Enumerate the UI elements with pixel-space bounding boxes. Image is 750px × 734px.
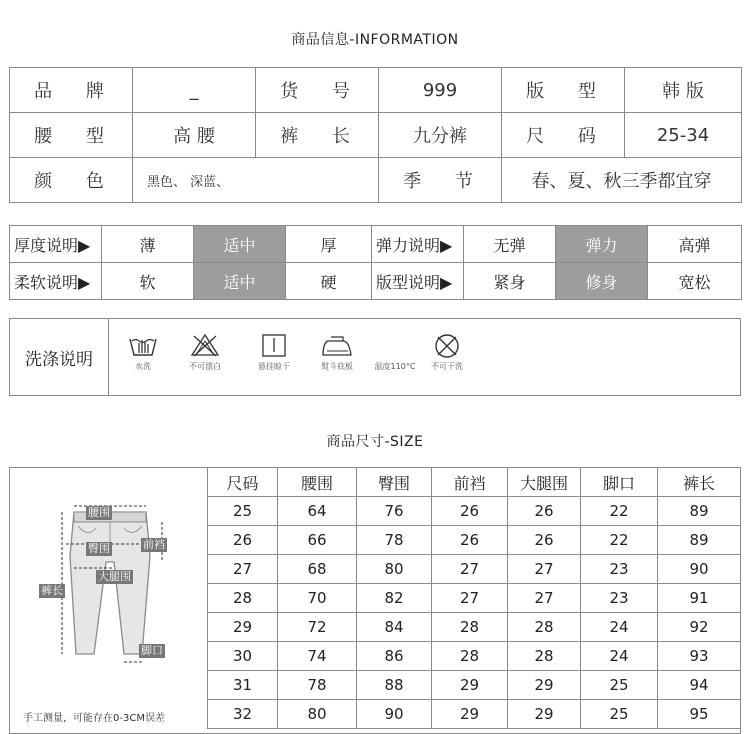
size-header-cell: 大腿围	[508, 468, 581, 497]
wash-item	[416, 333, 478, 372]
size-cell: 29	[432, 671, 508, 700]
waist-value: 高 腰	[133, 113, 256, 158]
size-row	[208, 497, 741, 526]
wash-caption: 温度110°C	[374, 362, 416, 371]
elasticity-option: 弹力	[556, 226, 648, 263]
wash-section	[9, 318, 741, 396]
wash-item	[306, 333, 368, 372]
size-cell: 24	[581, 642, 658, 671]
size-header-cell: 尺码	[208, 468, 278, 497]
softness-label: 柔软说明▶	[10, 263, 102, 300]
attribute-table	[9, 225, 742, 300]
wash-caption: 不可漂白	[189, 362, 221, 371]
size-cell: 26	[432, 526, 508, 555]
size-title: 商品尺寸-SIZE	[326, 434, 424, 450]
size-cell: 29	[432, 700, 508, 729]
size-cell: 23	[581, 555, 658, 584]
size-cell: 89	[658, 497, 741, 526]
size-cell: 31	[208, 671, 278, 700]
fit-type-label: 版型说明▶	[372, 263, 464, 300]
info-title: 商品信息-INFORMATION	[291, 32, 459, 48]
wash-caption: 不可干洗	[431, 362, 463, 371]
no-bleach-icon	[190, 333, 220, 357]
size-cell: 74	[278, 642, 357, 671]
diagram-label-rise: 前裆	[143, 538, 165, 551]
season-value: 春、夏、秋三季都宜穿	[502, 158, 742, 203]
diagram-label-hip: 臀围	[88, 542, 110, 555]
size-cell: 82	[357, 584, 432, 613]
fit-label: 版 型	[502, 68, 625, 113]
size-cell: 90	[357, 700, 432, 729]
size-cell: 92	[658, 613, 741, 642]
size-cell: 27	[432, 584, 508, 613]
color-value: 黑色、 深蓝、	[133, 158, 379, 203]
size-cell: 70	[278, 584, 357, 613]
length-value: 九分裤	[379, 113, 502, 158]
fit-type-option: 宽松	[648, 263, 742, 300]
thickness-label: 厚度说明▶	[10, 226, 102, 263]
size-cell: 28	[208, 584, 278, 613]
size-cell: 94	[658, 671, 741, 700]
wash-item	[112, 333, 174, 372]
size-cell: 95	[658, 700, 741, 729]
hang-dry-icon	[259, 333, 289, 357]
size-value: 25-34	[625, 113, 742, 158]
thickness-option: 适中	[194, 226, 286, 263]
size-cell: 78	[278, 671, 357, 700]
diagram-label-thigh: 大腿围	[98, 570, 131, 583]
size-row	[208, 613, 741, 642]
size-cell: 22	[581, 526, 658, 555]
fit-value: 韩 版	[625, 68, 742, 113]
size-cell: 27	[432, 555, 508, 584]
softness-option: 适中	[194, 263, 286, 300]
size-cell: 22	[581, 497, 658, 526]
size-row	[208, 642, 741, 671]
wash-item	[174, 333, 236, 372]
info-table	[9, 67, 742, 203]
size-cell: 29	[508, 671, 581, 700]
elasticity-label: 弹力说明▶	[372, 226, 464, 263]
size-cell: 27	[208, 555, 278, 584]
size-cell: 30	[208, 642, 278, 671]
item-no-label: 货 号	[256, 68, 379, 113]
measure-note: 手工测量，可能存在0-3CM误差	[23, 713, 165, 724]
size-cell: 88	[357, 671, 432, 700]
iron-temp-icon	[380, 333, 410, 357]
size-header-cell: 脚口	[581, 468, 658, 497]
size-cell: 72	[278, 613, 357, 642]
diagram-label-waist: 腰围	[88, 506, 110, 519]
size-cell: 24	[581, 613, 658, 642]
size-cell: 84	[357, 613, 432, 642]
size-cell: 28	[508, 613, 581, 642]
size-cell: 26	[508, 526, 581, 555]
wash-item	[243, 333, 305, 372]
size-cell: 25	[208, 497, 278, 526]
season-label: 季 节	[379, 158, 502, 203]
waist-label: 腰 型	[10, 113, 133, 158]
size-cell: 64	[278, 497, 357, 526]
wash-caption: 水洗	[135, 362, 151, 371]
wash-caption: 悬挂晾干	[258, 362, 290, 371]
item-no-value: 999	[379, 68, 502, 113]
thickness-option: 薄	[102, 226, 194, 263]
size-cell: 25	[581, 671, 658, 700]
size-cell: 78	[357, 526, 432, 555]
size-row	[208, 584, 741, 613]
iron-icon	[321, 333, 353, 357]
length-label: 裤 长	[256, 113, 379, 158]
size-cell: 76	[357, 497, 432, 526]
size-cell: 80	[357, 555, 432, 584]
brand-label: 品 牌	[10, 68, 133, 113]
size-table	[207, 467, 741, 729]
size-cell: 27	[508, 584, 581, 613]
no-dry-clean-icon	[432, 333, 462, 359]
fit-type-option: 紧身	[464, 263, 556, 300]
size-cell: 26	[432, 497, 508, 526]
diagram-label-length: 裤长	[41, 584, 63, 597]
size-header-cell: 裤长	[658, 468, 741, 497]
softness-option: 硬	[286, 263, 372, 300]
size-cell: 93	[658, 642, 741, 671]
size-cell: 28	[432, 642, 508, 671]
size-cell: 32	[208, 700, 278, 729]
size-cell: 27	[508, 555, 581, 584]
size-header-cell: 臀围	[357, 468, 432, 497]
size-cell: 89	[658, 526, 741, 555]
size-cell: 66	[278, 526, 357, 555]
size-row	[208, 671, 741, 700]
wash-label: 洗涤说明	[10, 319, 109, 395]
size-row	[208, 526, 741, 555]
diagram-label-hem: 脚口	[141, 644, 163, 657]
size-cell: 26	[208, 526, 278, 555]
elasticity-option: 高弹	[648, 226, 742, 263]
size-cell: 28	[432, 613, 508, 642]
size-cell: 29	[208, 613, 278, 642]
size-header-cell: 腰围	[278, 468, 357, 497]
softness-option: 软	[102, 263, 194, 300]
size-row	[208, 555, 741, 584]
size-cell: 91	[658, 584, 741, 613]
wash-caption: 熨斗底板	[321, 362, 353, 371]
thickness-option: 厚	[286, 226, 372, 263]
size-cell: 86	[357, 642, 432, 671]
brand-value: _	[133, 68, 256, 113]
size-cell: 90	[658, 555, 741, 584]
size-cell: 68	[278, 555, 357, 584]
size-header-cell: 前裆	[432, 468, 508, 497]
fit-type-option: 修身	[556, 263, 648, 300]
size-cell: 28	[508, 642, 581, 671]
elasticity-option: 无弹	[464, 226, 556, 263]
size-label: 尺 码	[502, 113, 625, 158]
size-row	[208, 700, 741, 729]
color-label: 颜 色	[10, 158, 133, 203]
hand-wash-icon	[128, 333, 158, 357]
size-cell: 23	[581, 584, 658, 613]
size-cell: 25	[581, 700, 658, 729]
size-cell: 80	[278, 700, 357, 729]
size-cell: 29	[508, 700, 581, 729]
size-cell: 26	[508, 497, 581, 526]
